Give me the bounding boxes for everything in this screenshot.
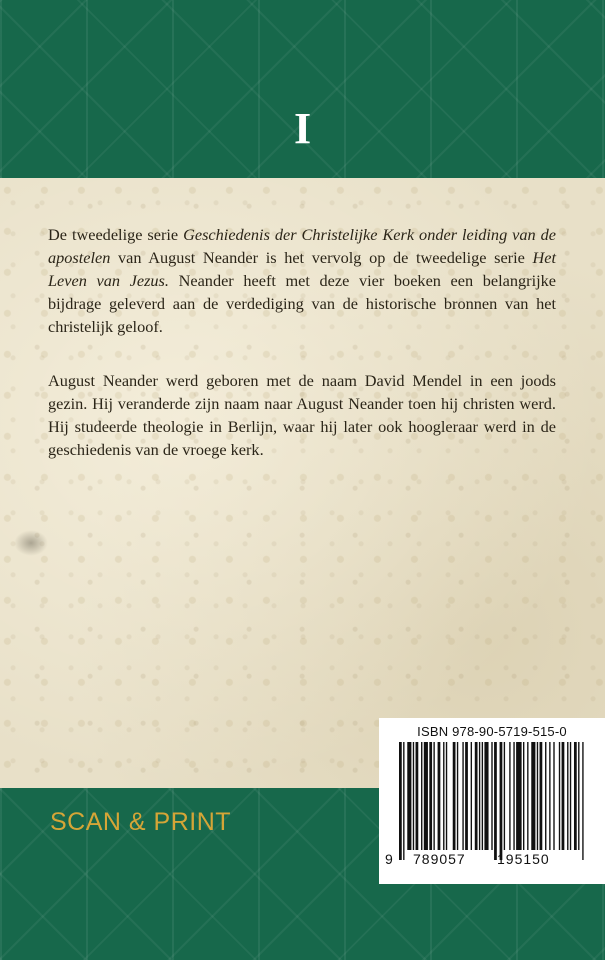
barcode-bar [443, 742, 444, 850]
barcode-bar [438, 742, 441, 850]
barcode-bar [513, 742, 514, 850]
barcode-bar [471, 742, 472, 850]
barcode-right-digits: 195150 [497, 851, 550, 867]
barcode-bar [479, 742, 480, 850]
barcode-bar [504, 742, 505, 850]
barcode-bar [494, 742, 497, 860]
barcode-bar [491, 742, 492, 850]
barcode-bar [462, 742, 463, 850]
barcode-bar [582, 742, 583, 860]
barcode-bar [429, 742, 432, 850]
barcode-bar [457, 742, 458, 850]
barcode-bar [482, 742, 483, 850]
barcode-bar [416, 742, 419, 850]
paper-smudge [14, 530, 48, 556]
barcode-lead-digit: 9 [385, 851, 394, 867]
publisher-logo: SCAN & PRINT [50, 808, 232, 836]
barcode-bar [399, 742, 402, 860]
barcode-bar [578, 742, 579, 850]
barcode-bar [500, 742, 503, 860]
barcode-bar [413, 742, 414, 850]
barcode-bar [453, 742, 456, 850]
barcode-bar [465, 742, 468, 850]
barcode-bar [545, 742, 546, 850]
blurb-paragraph-1 [48, 223, 556, 338]
barcode-bar [570, 742, 571, 850]
blurb-text: Neander heeft met deze vier boeken een belangrijke bijdrage geleverd aan de verdediging van de historische bronnen van het christelijk geloof. [48, 271, 556, 336]
barcode-bar [484, 742, 488, 850]
isbn-label: ISBN 978-90-5719-515-0 [417, 724, 567, 739]
barcode-bar [446, 742, 447, 850]
blurb-text: De tweedelige serie [48, 225, 184, 244]
barcode-bar [562, 742, 565, 850]
volume-number: I [293, 104, 312, 153]
blurb-text: van August Neander is het vervolg op de tweedelige serie [110, 248, 533, 267]
barcode-bar [567, 742, 568, 850]
barcode-bar [574, 742, 577, 850]
barcode-bar [407, 742, 411, 850]
series-title: Het Leven van Jezus. [48, 248, 556, 290]
barcode-bar [403, 742, 404, 860]
barcode-bar [549, 742, 550, 850]
barcode-bar [523, 742, 524, 850]
barcode-bar [424, 742, 428, 850]
barcode-bars [397, 742, 587, 860]
barcode-bar [433, 742, 434, 850]
barcode-bar [475, 742, 478, 850]
barcode-bar [540, 742, 543, 850]
barcode-left-digits: 789057 [413, 851, 466, 867]
blurb-paragraph-2: August Neander werd geboren met de naam David Mendel in een joods gezin. Hij veranderde zijn naam naar August Neander toen hij christen werd. Hij studeerde theologie in Berlijn, waar hij later ook hoogleraar werd in de geschiedenis van de vroege kerk. [48, 371, 556, 459]
barcode-bar [516, 742, 522, 850]
isbn-barcode [379, 718, 605, 884]
barcode-bar [421, 742, 422, 850]
barcode-bar [559, 742, 560, 850]
barcode-bar [531, 742, 535, 850]
barcode-bar [509, 742, 510, 850]
barcode-bar [527, 742, 528, 850]
barcode-bar [553, 742, 554, 850]
series-title: Geschiedenis der Christelijke Kerk onder leiding van de apostelen [48, 225, 556, 267]
barcode-bar [537, 742, 538, 850]
